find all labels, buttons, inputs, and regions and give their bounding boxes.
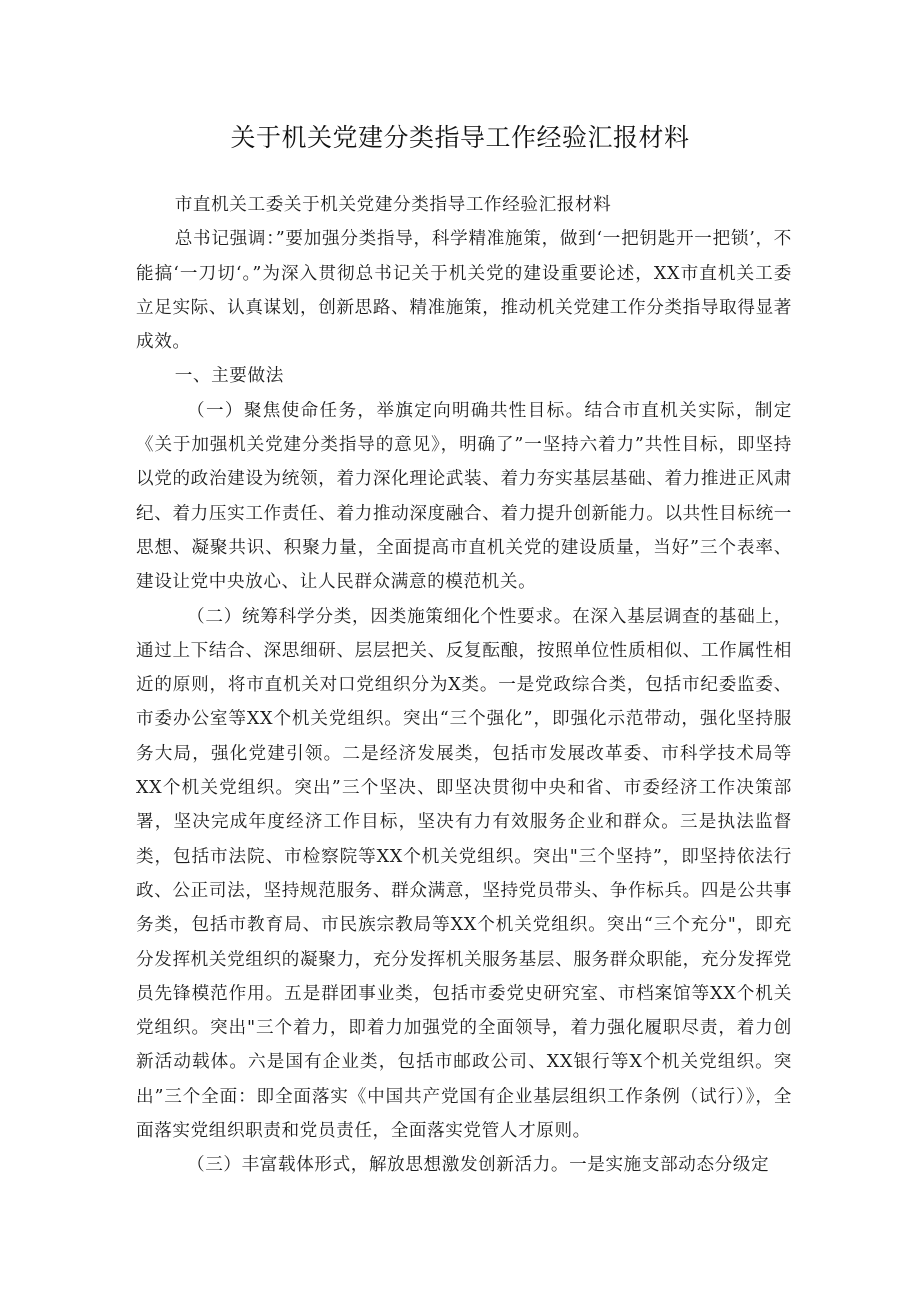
subtitle-paragraph: 市直机关工委关于机关党建分类指导工作经验汇报材料 [174,195,612,215]
document-body [136,188,792,1183]
body-paragraph: （二）统筹科学分类，因类施策细化个性要求。在深入基层调查的基础上，通过上下结合、深思细研、层层把关、反复酝酿，按照单位性质相似、工作属性相近的原则，将市直机关对口党组织分为X类。一是党政综合类，包括市纪委监委、市委办公室等XX个机关党组织。突出“三个强化”，即强化示范带动，强化坚持服务大局，强化党建引领。二是经济发展类，包括市发展改革委、市科学技术局等XX个机关党组织。突出”三个坚决、即坚决贯彻中央和省、市委经济工作决策部署，坚决完成年度经济工作目标，坚决有力有效服务企业和群众。三是执法监督类，包括市法院、市检察院等XX个机关党组织。突出"三个坚持”，即坚持依法行政、公正司法，坚持规范服务、群众满意，坚持党员带头、争作标兵。四是公共事务类，包括市教育局、市民族宗教局等XX个机关党组织。突出“三个充分"，即充分发挥机关党组织的凝聚力，充分发挥机关服务基层、服务群众职能，充分发挥党员先锋模范作用。五是群团事业类，包括市委党史研究室、市档案馆等XX个机关党组织。突出"三个着力，即着力加强党的全面领导，着力强化履职尽责，着力创新活动载体。六是国有企业类，包括市邮政公司、XX银行等X个机关党组织。突出”三个全面：即全面落实《中国共产党国有企业基层组织工作条例（试行）》，全面落实党组织职责和党员责任，全面落实党管人才原则。 [136,606,792,1142]
body-paragraph: （一）聚焦使命任务，举旗定向明确共性目标。结合市直机关实际，制定《关于加强机关党建分类指导的意见》，明确了”一坚持六着力”共性目标，即坚持以党的政治建设为统领，着力深化理论武装、着力夯实基层基础、着力推进正风肃纪、着力压实工作责任、着力推动深度融合、着力提升创新能力。以共性目标统一思想、凝聚共识、积聚力量，全面提高市直机关党的建设质量，当好”三个表率、建设让党中央放心、让人民群众满意的模范机关。 [136,400,792,593]
body-paragraph: （三）丰富载体形式，解放思想激发创新活力。一是实施支部动态分级定 [187,1155,770,1176]
intro-paragraph: 总书记强调：”要加强分类指导，科学精准施策，做到‘一把钥匙开一把锁’，不能搞‘一刀切‘。”为深入贯彻总书记关于机关党的建设重要论述，XX市直机关工委立足实际、认真谋划，创新思路、精准施策，推动机关党建工作分类指导取得显著成效。 [136,229,792,353]
document-title: 关于机关党建分类指导工作经验汇报材料 [230,123,690,152]
section-heading: 一、主要做法 [174,366,284,387]
